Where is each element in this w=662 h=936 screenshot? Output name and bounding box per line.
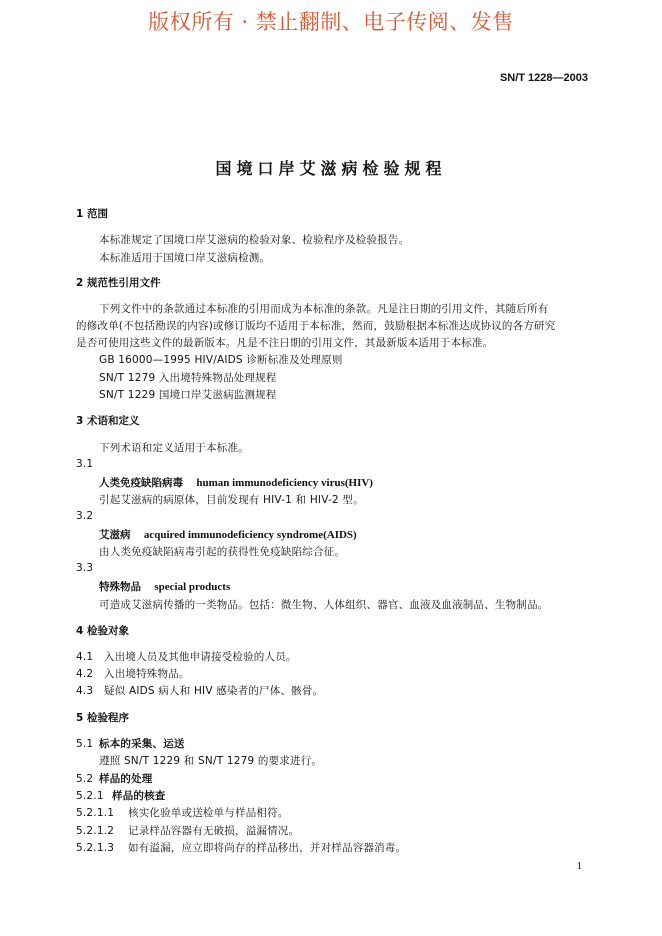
section-4-heading: 4 检验对象: [76, 625, 129, 637]
term-chinese: 艾滋病: [99, 529, 131, 541]
item-number: 4.3: [76, 685, 94, 697]
list-item: [76, 683, 323, 698]
subsection-number: 5.1: [76, 738, 94, 750]
section-2-paragraph-line: 的修改单(不包括勘误的内容)或修订版均不适用于本标准，然而，鼓励根据本标准达成协议的各方研究: [76, 320, 556, 332]
term-english: special products: [154, 581, 231, 593]
term-entry: [99, 527, 357, 542]
term-number: 3.3: [76, 562, 94, 574]
list-item: [76, 823, 299, 838]
term-definition: 由人类免疫缺陷病毒引起的获得性免疫缺陷综合征。: [99, 546, 346, 558]
subsection-heading: [76, 788, 166, 803]
term-english: acquired immunodeficiency syndrome(AIDS): [143, 529, 357, 541]
section-2-paragraph-line: 是否可使用这些文件的最新版本。凡是不注日期的引用文件，其最新版本适用于本标准。: [76, 337, 494, 349]
term-definition: 引起艾滋病的病原体，目前发现有 HIV-1 和 HIV-2 型。: [99, 494, 364, 506]
item-text: 疑似 AIDS 病人和 HIV 感染者的尸体、骸骨。: [104, 685, 324, 697]
item-text: 入出境人员及其他申请接受检验的人员。: [104, 651, 297, 663]
subsection-title: 标本的采集、运送: [99, 738, 185, 750]
copyright-banner: 版权所有 · 禁止翻制、电子传阅、发售: [148, 10, 514, 34]
term-entry: [99, 475, 373, 490]
section-1-paragraph: 本标准规定了国境口岸艾滋病的检验对象、检验程序及检验报告。: [99, 234, 410, 246]
item-text: 入出境特殊物品。: [104, 668, 190, 680]
section-1-heading: 1 范围: [76, 208, 108, 220]
normative-reference: SN/T 1229 国境口岸艾滋病监测规程: [99, 389, 277, 401]
subsection-title: 样品的处理: [99, 773, 153, 785]
item-text: 如有溢漏，应立即将尚存的样品移出，并对样品容器消毒。: [128, 842, 407, 854]
subsection-heading: [76, 771, 153, 786]
section-2-heading: 2 规范性引用文件: [76, 277, 161, 289]
subsection-title: 样品的核查: [112, 790, 166, 802]
item-number: 5.2.1.3: [76, 842, 115, 854]
term-english: human immunodeficiency virus(HIV): [196, 477, 373, 489]
list-item: [76, 840, 406, 855]
item-number: 5.2.1.1: [76, 807, 115, 819]
normative-reference: SN/T 1279 入出境特殊物品处理规程: [99, 372, 277, 384]
document-number: SN/T 1228—2003: [499, 72, 588, 84]
normative-reference: GB 16000—1995 HIV/AIDS 诊断标准及处理原则: [99, 354, 343, 366]
document-title: 国境口岸艾滋病检验规程: [215, 159, 447, 178]
term-chinese: 特殊物品: [99, 581, 141, 593]
list-item: [76, 649, 297, 664]
item-text: 核实化验单或送检单与样品相符。: [128, 807, 289, 819]
term-number: 3.1: [76, 458, 94, 470]
subsection-text: 遵照 SN/T 1229 和 SN/T 1279 的要求进行。: [99, 755, 323, 767]
item-number: 5.2.1.2: [76, 825, 115, 837]
term-entry: [99, 579, 230, 594]
list-item: [76, 805, 289, 820]
item-text: 记录样品容器有无破损，溢漏情况。: [128, 825, 300, 837]
list-item: [76, 666, 190, 681]
page-number: 1: [576, 860, 582, 872]
item-number: 4.1: [76, 651, 94, 663]
term-definition: 可造成艾滋病传播的一类物品。包括：微生物、人体组织、器官、血液及血液制品、生物制品。: [99, 599, 549, 611]
section-2-paragraph-line: 下列文件中的条款通过本标准的引用而成为本标准的条款。凡是注日期的引用文件，其随后所有: [99, 303, 549, 315]
section-3-intro: 下列术语和定义适用于本标准。: [99, 442, 249, 454]
subsection-number: 5.2.1: [76, 790, 104, 802]
term-chinese: 人类免疫缺陷病毒: [99, 477, 183, 489]
item-number: 4.2: [76, 668, 94, 680]
term-number: 3.2: [76, 510, 94, 522]
section-3-heading: 3 术语和定义: [76, 415, 140, 427]
subsection-number: 5.2: [76, 773, 94, 785]
section-5-heading: 5 检验程序: [76, 712, 129, 724]
subsection-heading: [76, 736, 185, 751]
section-1-paragraph: 本标准适用于国境口岸艾滋病检测。: [99, 252, 271, 264]
